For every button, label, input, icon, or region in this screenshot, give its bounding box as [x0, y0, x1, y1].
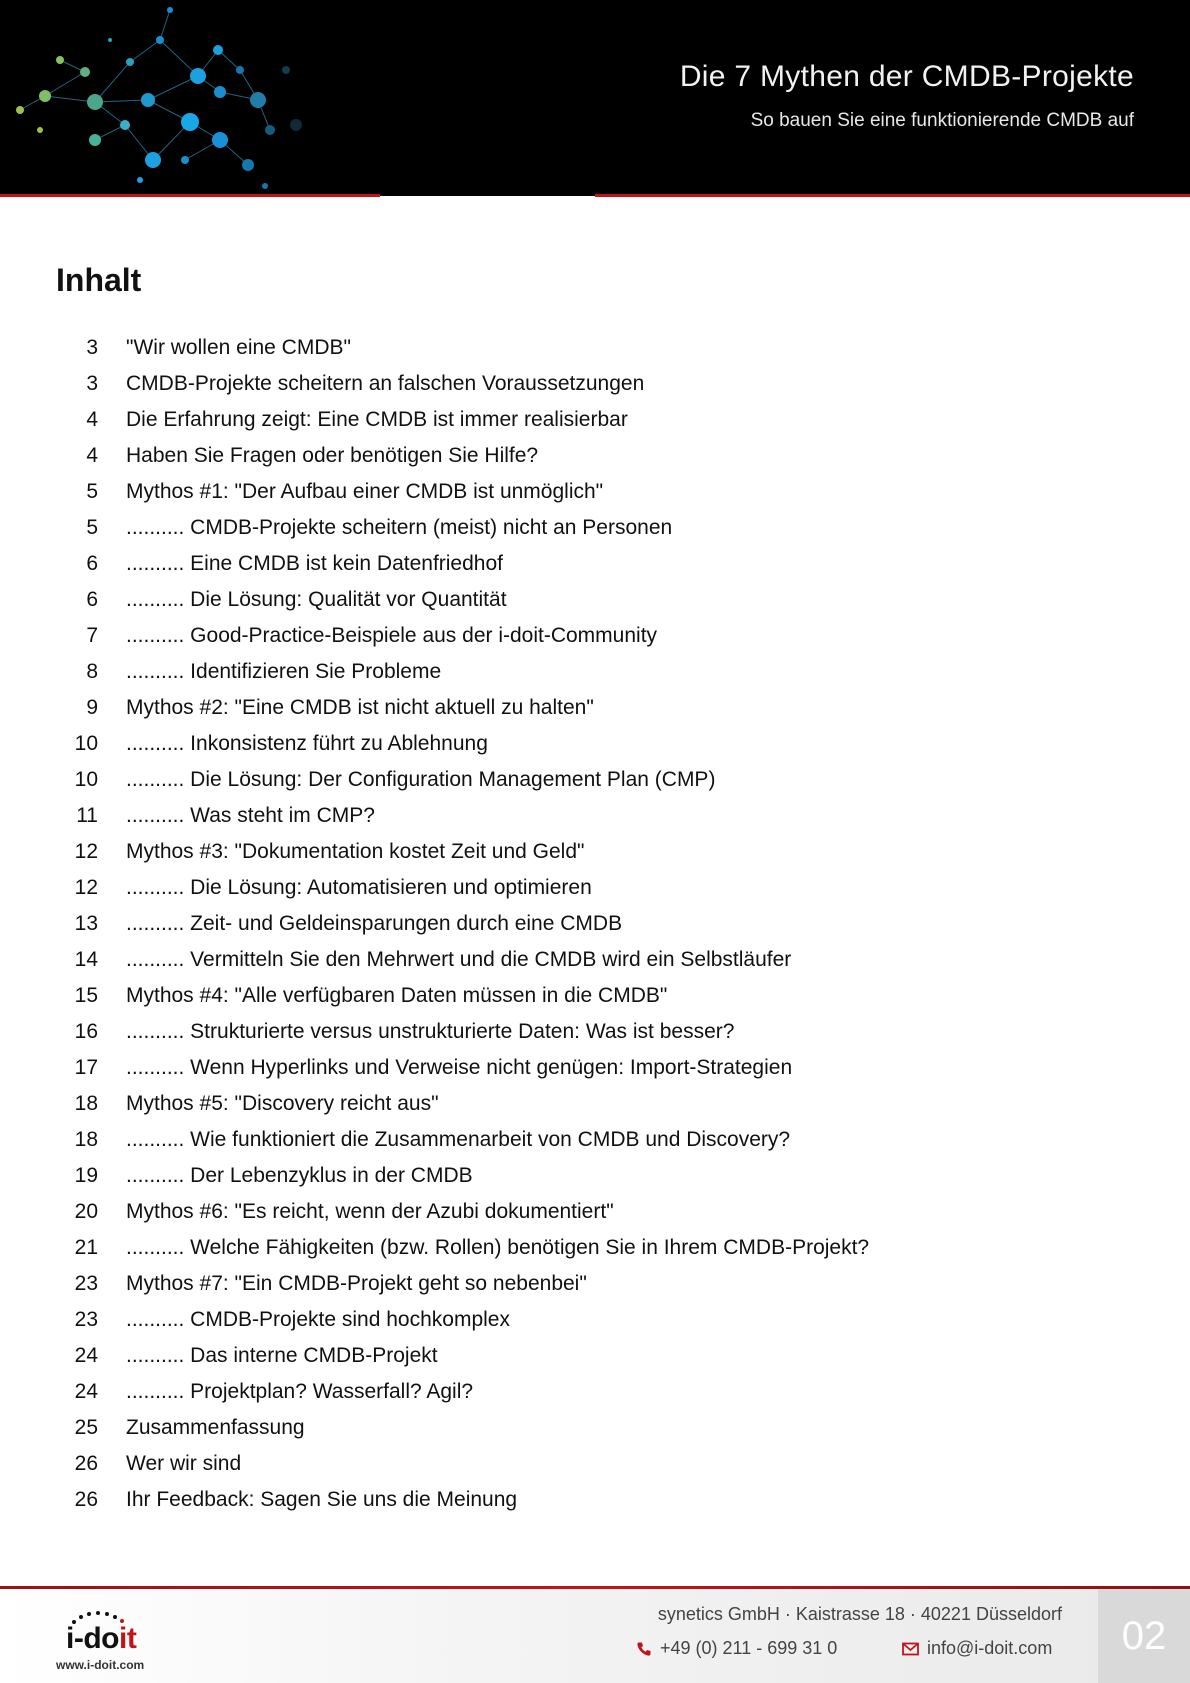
toc-page-number: 17 [74, 1056, 98, 1079]
toc-entry-text: .......... Wie funktioniert die Zusammenarbeit von CMDB und Discovery? [126, 1128, 791, 1151]
table-of-contents [56, 330, 1136, 1518]
toc-entry-text: Ihr Feedback: Sagen Sie uns die Meinung [126, 1488, 518, 1511]
toc-entry-text: .......... Projektplan? Wasserfall? Agil? [126, 1380, 474, 1403]
toc-entry[interactable] [56, 834, 1136, 870]
toc-entry-text: Mythos #2: "Eine CMDB ist nicht aktuell zu halten" [126, 696, 594, 719]
toc-page-number: 12 [74, 876, 98, 899]
toc-page-number: 5 [86, 516, 98, 539]
toc-heading: Inhalt [56, 262, 142, 298]
toc-entry[interactable] [56, 1302, 1136, 1338]
network-graphic-icon [0, 0, 320, 196]
header-divider-right [595, 194, 1190, 197]
phone-number: +49 (0) 211 - 699 31 0 [660, 1638, 838, 1658]
toc-entry[interactable] [56, 798, 1136, 834]
logo-wordmark-accent: it [118, 1622, 137, 1655]
page-header [0, 0, 1190, 196]
toc-entry-text: .......... Eine CMDB ist kein Datenfriedhof [126, 552, 503, 575]
toc-page-number: 5 [86, 480, 98, 503]
toc-entry-text: .......... CMDB-Projekte sind hochkomplex [126, 1308, 510, 1331]
toc-page-number: 11 [76, 804, 98, 827]
toc-entry[interactable] [56, 510, 1136, 546]
toc-entry[interactable] [56, 474, 1136, 510]
toc-entry-text: "Wir wollen eine CMDB" [126, 336, 351, 359]
toc-entry[interactable] [56, 870, 1136, 906]
toc-page-number: 26 [74, 1488, 98, 1511]
toc-entry-text: Wer wir sind [126, 1452, 242, 1475]
logo-wordmark [66, 1622, 136, 1656]
toc-page-number: 13 [74, 912, 98, 935]
toc-entry[interactable] [56, 690, 1136, 726]
toc-page-number: 21 [74, 1236, 98, 1259]
toc-page-number: 15 [74, 984, 98, 1007]
footer-divider [0, 1586, 1190, 1589]
toc-page-number: 23 [74, 1272, 98, 1295]
toc-entry-text: Mythos #5: "Discovery reicht aus" [126, 1092, 439, 1115]
toc-page-number: 20 [74, 1200, 98, 1223]
toc-page-number: 10 [74, 768, 98, 791]
mail-icon [902, 1642, 919, 1656]
toc-entry-text: .......... Die Lösung: Automatisieren und optimieren [126, 876, 592, 899]
toc-page-number: 14 [74, 948, 98, 971]
toc-entry-text: .......... Strukturierte versus unstrukturierte Daten: Was ist besser? [126, 1020, 735, 1043]
email-address: info@i-doit.com [927, 1638, 1053, 1658]
toc-entry[interactable] [56, 654, 1136, 690]
toc-page-number: 6 [86, 588, 98, 611]
toc-page-number: 12 [74, 840, 98, 863]
toc-page-number: 4 [86, 444, 98, 467]
logo-wordmark-main: i-do [66, 1622, 119, 1655]
toc-entry-text: Mythos #4: "Alle verfügbaren Daten müssen in die CMDB" [126, 984, 668, 1007]
toc-entry[interactable] [56, 438, 1136, 474]
toc-page-number: 24 [74, 1344, 98, 1367]
toc-entry[interactable] [56, 582, 1136, 618]
toc-entry[interactable] [56, 726, 1136, 762]
toc-entry[interactable] [56, 1410, 1136, 1446]
phone-contact[interactable] [636, 1638, 837, 1659]
toc-page-number: 19 [74, 1164, 98, 1187]
email-contact[interactable] [902, 1638, 1052, 1659]
toc-page-number: 23 [74, 1308, 98, 1331]
toc-page-number: 25 [74, 1416, 98, 1439]
page-number: 02 [1121, 1613, 1167, 1658]
toc-page-number: 24 [74, 1380, 98, 1403]
toc-entry[interactable] [56, 618, 1136, 654]
toc-entry[interactable] [56, 978, 1136, 1014]
toc-entry[interactable] [56, 1086, 1136, 1122]
toc-entry-text: .......... CMDB-Projekte scheitern (meist) nicht an Personen [126, 516, 673, 539]
toc-page-number: 26 [74, 1452, 98, 1475]
document-subtitle: So bauen Sie eine funktionierende CMDB auf [750, 110, 1134, 131]
document-title: Die 7 Mythen der CMDB-Projekte [679, 60, 1134, 93]
toc-entry-text: .......... Wenn Hyperlinks und Verweise nicht genügen: Import-Strategien [126, 1056, 793, 1079]
page-number-box [1098, 1589, 1190, 1683]
toc-entry[interactable] [56, 1446, 1136, 1482]
toc-entry[interactable] [56, 1482, 1136, 1518]
toc-page-number: 6 [86, 552, 98, 575]
toc-entry[interactable] [56, 1194, 1136, 1230]
phone-icon [636, 1641, 652, 1657]
toc-entry-text: Die Erfahrung zeigt: Eine CMDB ist immer realisierbar [126, 408, 628, 431]
toc-entry[interactable] [56, 1122, 1136, 1158]
toc-entry-text: .......... Vermitteln Sie den Mehrwert und die CMDB wird ein Selbstläufer [126, 948, 792, 971]
toc-entry-text: .......... Identifizieren Sie Probleme [126, 660, 442, 683]
toc-entry-text: Mythos #1: "Der Aufbau einer CMDB ist unmöglich" [126, 480, 604, 503]
toc-entry-text: .......... Der Lebenzyklus in der CMDB [126, 1164, 473, 1187]
toc-page-number: 3 [86, 372, 98, 395]
company-address: synetics GmbH · Kaistrasse 18 · 40221 Düsseldorf [657, 1604, 1062, 1624]
toc-page-number: 18 [74, 1128, 98, 1151]
toc-entry[interactable] [56, 1014, 1136, 1050]
toc-entry-text: .......... Good-Practice-Beispiele aus der i-doit-Community [126, 624, 658, 647]
toc-page-number: 4 [86, 408, 98, 431]
toc-entry[interactable] [56, 942, 1136, 978]
toc-page-number: 16 [74, 1020, 98, 1043]
page-footer [0, 1586, 1190, 1683]
toc-page-number: 3 [86, 336, 98, 359]
toc-entry-text: Mythos #6: "Es reicht, wenn der Azubi dokumentiert" [126, 1200, 614, 1223]
toc-entry-text: .......... Inkonsistenz führt zu Ablehnung [126, 732, 488, 755]
toc-entry-text: .......... Zeit- und Geldeinsparungen durch eine CMDB [126, 912, 623, 935]
logo-url[interactable]: www.i-doit.com [56, 1658, 145, 1672]
toc-page-number: 8 [86, 660, 98, 683]
toc-entry-text: Haben Sie Fragen oder benötigen Sie Hilfe? [126, 444, 539, 467]
toc-entry-text: .......... Was steht im CMP? [126, 804, 375, 827]
toc-entry[interactable] [56, 1158, 1136, 1194]
toc-entry-text: .......... Das interne CMDB-Projekt [126, 1344, 438, 1367]
toc-entry-text: .......... Die Lösung: Der Configuration Management Plan (CMP) [126, 768, 716, 791]
toc-page-number: 9 [86, 696, 98, 719]
toc-page-number: 18 [74, 1092, 98, 1115]
toc-entry-text: Mythos #3: "Dokumentation kostet Zeit und Geld" [126, 840, 585, 863]
toc-entry-text: Zusammenfassung [126, 1416, 305, 1439]
header-divider-left [0, 194, 380, 197]
toc-entry[interactable] [56, 1338, 1136, 1374]
toc-entry[interactable] [56, 1374, 1136, 1410]
toc-entry[interactable] [56, 402, 1136, 438]
toc-entry-text: Mythos #7: "Ein CMDB-Projekt geht so nebenbei" [126, 1272, 587, 1295]
toc-entry-text: CMDB-Projekte scheitern an falschen Voraussetzungen [126, 372, 645, 395]
toc-entry[interactable] [56, 762, 1136, 798]
toc-entry-text: .......... Die Lösung: Qualität vor Quantität [126, 588, 507, 611]
toc-entry[interactable] [56, 330, 1136, 366]
toc-entry[interactable] [56, 1266, 1136, 1302]
toc-entry[interactable] [56, 906, 1136, 942]
i-doit-logo[interactable] [56, 1608, 176, 1672]
toc-entry-text: .......... Welche Fähigkeiten (bzw. Rollen) benötigen Sie in Ihrem CMDB-Projekt? [126, 1236, 870, 1259]
toc-page-number: 7 [86, 624, 98, 647]
toc-entry[interactable] [56, 1050, 1136, 1086]
toc-entry[interactable] [56, 546, 1136, 582]
toc-page-number: 10 [74, 732, 98, 755]
toc-entry[interactable] [56, 1230, 1136, 1266]
toc-entry[interactable] [56, 366, 1136, 402]
